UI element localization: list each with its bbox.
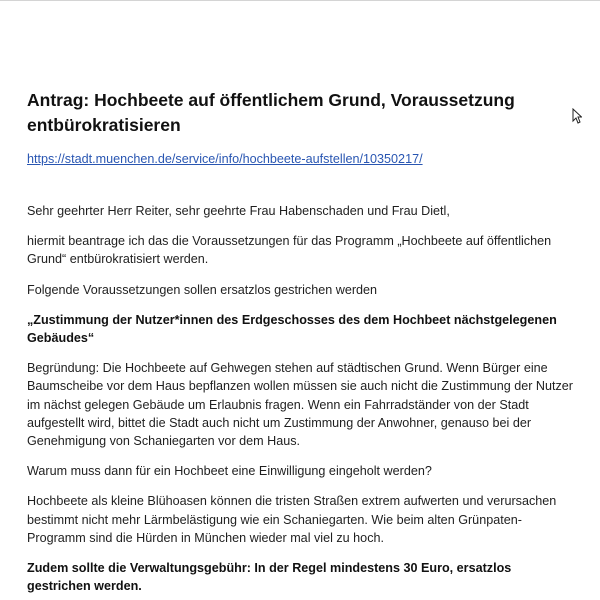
- point-2-heading: Zudem sollte die Verwaltungsgebühr: In der Regel mindestens 30 Euro, ersatzlos gestrichen werden.: [27, 561, 512, 594]
- reference-link[interactable]: https://stadt.muenchen.de/service/info/hochbeete-aufstellen/10350217/: [27, 152, 423, 166]
- question-paragraph: Warum muss dann für ein Hochbeet eine Einwilligung eingeholt werden?: [27, 464, 432, 479]
- argument-paragraph: Hochbeete als kleine Blühoasen können die tristen Straßen extrem aufwerten und verursachen bestimmt nicht mehr Lärmbelästigung wie ein Schaniegarten. Wie beim alten Grünpaten-Programm sind die Hürden in München wieder mal viel zu hoch.: [27, 494, 557, 545]
- salutation: Sehr geehrter Herr Reiter, sehr geehrte Frau Habenschaden und Frau Dietl,: [27, 204, 450, 218]
- mouse-pointer-icon: [572, 108, 582, 124]
- reason-paragraph: Begründung: Die Hochbeete auf Gehwegen stehen auf städtischen Grund. Wenn Bürger eine Baumscheibe vor dem Haus bepflanzen wollen müssen sie auch nicht die Zustimmung der Nutzer im nächst gelegen Gebäude um Erlaubnis fragen. Wenn ein Fahrradständer von der Stadt aufgestellt wird, bittet die Stadt auch nicht um Zustimmung der Anwohner, genauso bei der Genehmigung von Schaniegarten vor dem Haus.: [27, 361, 574, 449]
- point-1-heading: „Zustimmung der Nutzer*innen des Erdgeschosses des dem Hochbeet nächstgelegenen Gebäudes“: [27, 312, 557, 346]
- document-title: Antrag: Hochbeete auf öffentlichem Grund, Voraussetzung entbürokratisieren: [27, 90, 515, 135]
- lead-paragraph: Folgende Voraussetzungen sollen ersatzlos gestrichen werden: [27, 282, 378, 297]
- intro-paragraph: hiermit beantrage ich das die Voraussetzungen für das Programm „Hochbeete auf öffentlichen Grund“ entbürokratisiert werden.: [27, 234, 552, 267]
- document-page: [27, 88, 575, 600]
- window-top-border: [0, 0, 600, 1]
